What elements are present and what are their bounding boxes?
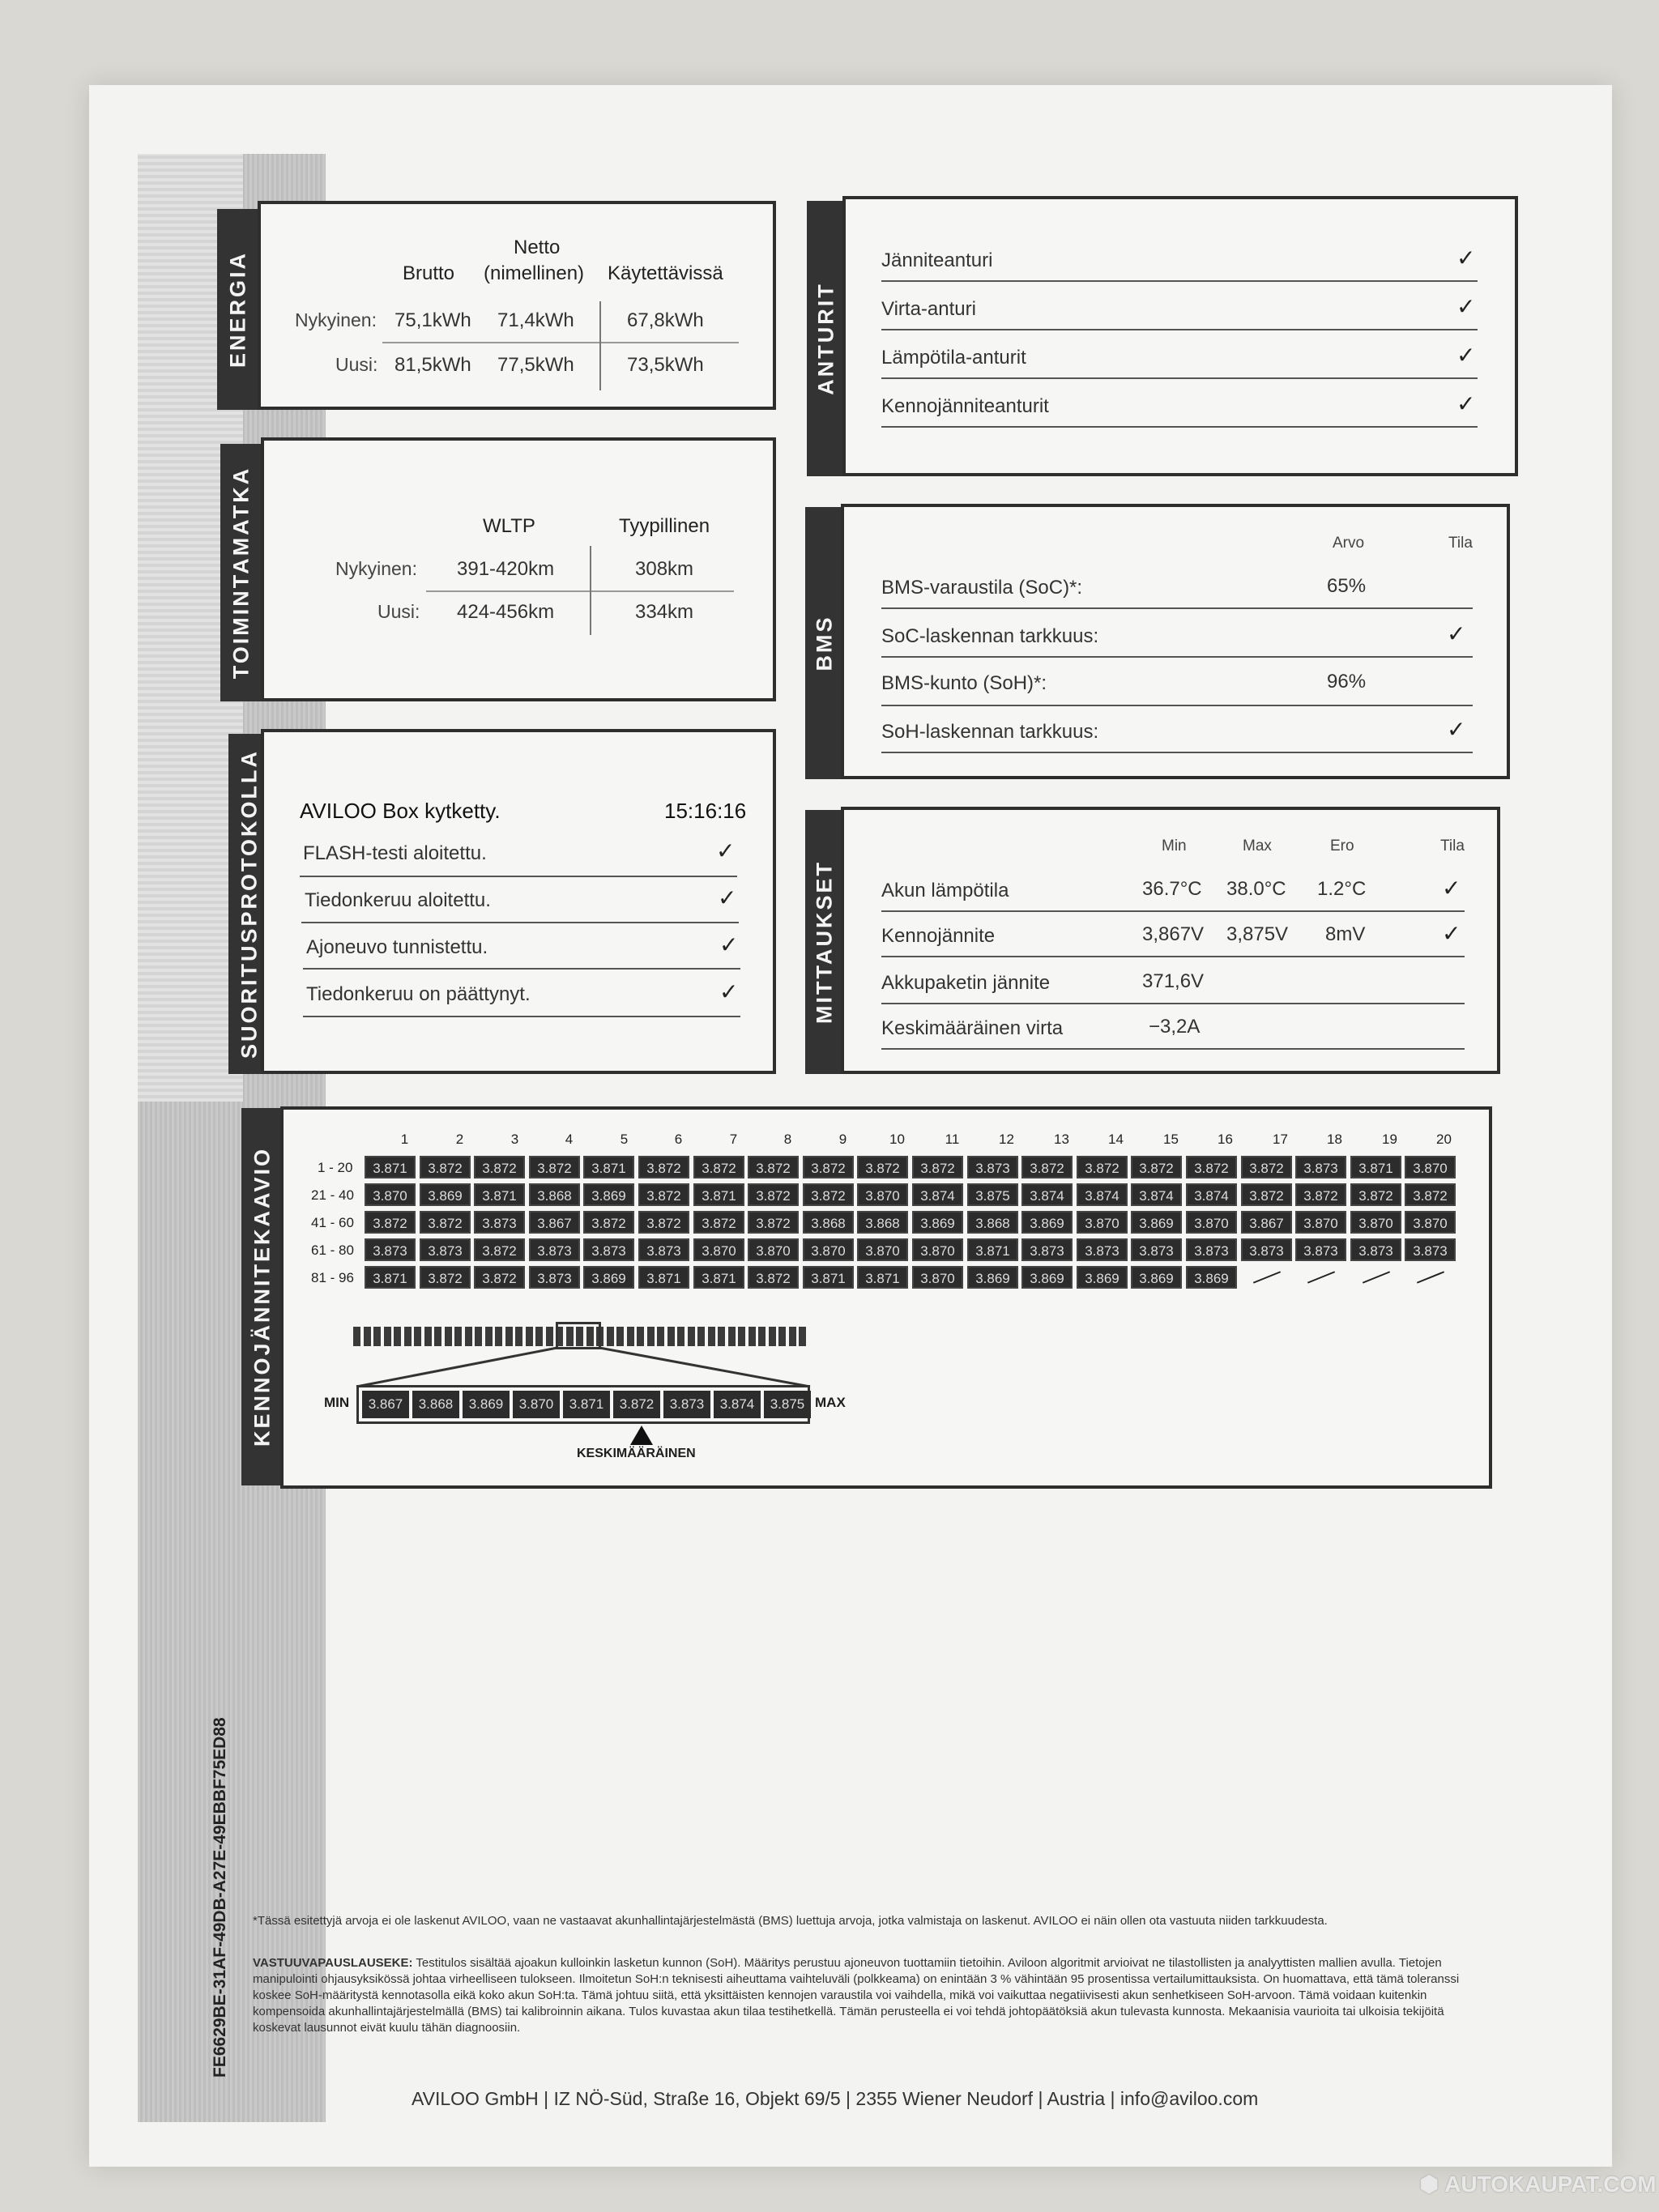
cell-voltage: 3.870 (857, 1238, 908, 1261)
cell-voltage: 3.872 (1350, 1183, 1401, 1206)
cell-voltage: 3.872 (365, 1211, 416, 1234)
sensor-divider (881, 426, 1478, 428)
protocol-divider (303, 1016, 740, 1017)
legend-min-label: MIN (324, 1395, 350, 1410)
check-icon: ✓ (1456, 391, 1476, 416)
cell-voltage: 3.872 (1241, 1156, 1292, 1178)
bms-row-label: SoH-laskennan tarkkuus: (881, 721, 1099, 743)
toimintamatka-panel (261, 437, 776, 701)
check-icon: ✓ (718, 885, 737, 910)
cell-voltage: 3.869 (1131, 1266, 1182, 1289)
scale-tick (748, 1327, 756, 1346)
cell-row-label: 21 - 40 (311, 1187, 354, 1203)
column-number: 13 (1054, 1132, 1069, 1147)
cell-voltage: 3.872 (474, 1156, 525, 1178)
cell-voltage: 3.870 (1405, 1156, 1456, 1178)
cell-voltage: 3.870 (912, 1238, 963, 1261)
empty-cell-slash (1350, 1266, 1401, 1289)
energia-value: 75,1kWh (394, 309, 471, 331)
scale-tick (708, 1327, 715, 1346)
toimintamatka-header-wltp: WLTP (483, 515, 535, 537)
cell-voltage: 3.873 (967, 1156, 1018, 1178)
toimintamatka-value: 391-420km (457, 558, 555, 580)
check-icon: ✓ (1456, 343, 1476, 368)
cell-voltage: 3.872 (1405, 1183, 1456, 1206)
cell-voltage: 3.872 (1295, 1183, 1346, 1206)
bms-divider (881, 607, 1473, 609)
cell-voltage: 3.872 (693, 1211, 744, 1234)
bms-row-label: SoC-laskennan tarkkuus: (881, 625, 1099, 647)
footer (412, 2088, 1258, 2110)
scale-tick (505, 1327, 513, 1346)
column-number: 5 (620, 1132, 629, 1147)
cell-voltage: 3.872 (1077, 1156, 1128, 1178)
sensor-divider (881, 280, 1478, 282)
column-number: 14 (1108, 1132, 1124, 1147)
cell-voltage: 3.872 (748, 1183, 799, 1206)
check-icon: ✓ (1447, 621, 1466, 646)
cell-voltage: 3.874 (912, 1183, 963, 1206)
anturit-panel (842, 196, 1518, 476)
cell-voltage: 3.872 (693, 1156, 744, 1178)
cell-voltage: 3.872 (803, 1156, 854, 1178)
cell-voltage: 3.867 (1241, 1211, 1292, 1234)
column-number: 12 (999, 1132, 1014, 1147)
scale-tick (667, 1327, 675, 1346)
cell-voltage: 3.872 (912, 1156, 963, 1178)
scale-tick (434, 1327, 441, 1346)
energia-header-brutto: Brutto (403, 262, 455, 284)
cell-voltage: 3.871 (803, 1266, 854, 1289)
measurement-divider (881, 910, 1465, 912)
scale-tick (758, 1327, 766, 1346)
empty-cell-slash (1405, 1266, 1456, 1289)
cell-row-label: 61 - 80 (311, 1242, 354, 1258)
energia-row-label: Uusi: (335, 354, 378, 375)
cell-voltage: 3.869 (967, 1266, 1018, 1289)
cell-voltage: 3.873 (1405, 1238, 1456, 1261)
scale-tick (799, 1327, 806, 1346)
mittaukset-header-tila: Tila (1440, 837, 1465, 855)
column-number: 2 (455, 1132, 464, 1147)
scale-tick (424, 1327, 432, 1346)
bms-row-label: BMS-kunto (SoH)*: (881, 672, 1047, 694)
cell-voltage: 3.873 (1186, 1238, 1237, 1261)
cell-voltage: 3.874 (1077, 1183, 1128, 1206)
cell-voltage: 3.873 (583, 1238, 634, 1261)
cell-voltage: 3.869 (1077, 1266, 1128, 1289)
footer-company: AVILOO GmbH (412, 2088, 539, 2109)
scale-tick (364, 1327, 371, 1346)
column-number: 19 (1382, 1132, 1397, 1147)
measurement-divider (881, 956, 1465, 957)
cell-voltage: 3.872 (1131, 1156, 1182, 1178)
disclaimer-text: Testitulos sisältää ajoakun kulloinkin lasketun kunnon (SoH). Määritys perustuu ajoneuvon tuottamiin tietoihin. Aviloon algoritmit arvioivat ne tilastollisten ja analyyttisten mallien avulla. Tietojen manipulointi ohjausyksikössä johtaa virheelliseen tulokseen. Ilmoitetun SoH:n teknisesti aiheuttama vaihteluväli (polkkeama) on enintään 3 % vähintään 95 prosentissa vertailumittauksista. On huomattava, että tämä toleranssi koskee SoH-määritystä kennotasolla eikä koko akun SoH:ta. Tämä johtuu siitä, että yksittäisten kennojen varaustila voi vaihdella, mikä voi vaikuttaa negatiivisesti akun senhetkiseen SoH-arvoon. Tämä voidaan kuitenkin kompensoida akunhallintajärjestelmällä (BMS) tai kalibroinnin aikana. Tulos kuvastaa akun tilaa testihetkellä. Tämän perusteella ei voi tehdä johtopäätöksiä akun tulevasta kunnosta. Mekaanisia vaurioita tai ulkoisia tekijöitä koskevat lausunnot eivät kuulu tähän diagnoosiin. (253, 1956, 1460, 2035)
toimintamatka-divider (426, 590, 734, 592)
cell-voltage: 3.872 (1241, 1183, 1292, 1206)
energia-panel (258, 201, 776, 410)
footer-country: Austria (1047, 2088, 1106, 2109)
sensor-divider (881, 377, 1478, 379)
cell-voltage: 3.871 (967, 1238, 1018, 1261)
scale-tick (546, 1327, 553, 1346)
sensor-item: Virta-anturi (881, 298, 976, 320)
legend-average-label: KESKIMÄÄRÄINEN (577, 1447, 696, 1460)
cell-voltage: 3.872 (1186, 1156, 1237, 1178)
cell-voltage: 3.871 (365, 1266, 416, 1289)
bms-divider (881, 752, 1473, 753)
legend-value: 3.873 (663, 1391, 710, 1418)
cell-voltage: 3.869 (1186, 1266, 1237, 1289)
scale-tick (778, 1327, 786, 1346)
cell-voltage: 3.873 (420, 1238, 471, 1261)
measurement-min: −3,2A (1149, 1016, 1201, 1038)
cell-voltage: 3.872 (748, 1211, 799, 1234)
measurement-label: Akun lämpötila (881, 880, 1009, 901)
energia-value: 71,4kWh (497, 309, 574, 331)
measurement-min: 36.7°C (1142, 878, 1202, 900)
zoom-lines (348, 1345, 826, 1390)
scale-tick (485, 1327, 493, 1346)
legend-value: 3.868 (412, 1391, 459, 1418)
watermark: ⬢ AUTOKAUPAT.COM (1419, 2172, 1657, 2197)
scale-tick (738, 1327, 745, 1346)
bms-divider (881, 705, 1473, 706)
mittaukset-header-min: Min (1162, 837, 1187, 855)
cell-voltage: 3.873 (474, 1211, 525, 1234)
scale-tick (535, 1327, 543, 1346)
check-icon: ✓ (716, 838, 736, 863)
scale-tick (616, 1327, 624, 1346)
scale-tick (607, 1327, 614, 1346)
cell-voltage: 3.873 (365, 1238, 416, 1261)
cell-voltage: 3.873 (1295, 1156, 1346, 1178)
toimintamatka-value: 308km (635, 558, 694, 580)
measurement-ero: 1.2°C (1317, 878, 1367, 900)
bms-tab: BMS (805, 507, 844, 779)
footer-address: IZ NÖ-Süd, Straße 16, Objekt 69/5 (553, 2088, 841, 2109)
cell-row-label: 81 - 96 (311, 1270, 354, 1285)
cell-voltage: 3.872 (638, 1183, 689, 1206)
cell-voltage: 3.873 (1295, 1238, 1346, 1261)
cell-voltage: 3.868 (857, 1211, 908, 1234)
cell-voltage: 3.872 (748, 1266, 799, 1289)
protocol-divider (300, 876, 737, 877)
sensor-divider (881, 329, 1478, 330)
cell-voltage: 3.872 (474, 1266, 525, 1289)
cell-voltage: 3.871 (693, 1266, 744, 1289)
protocol-time: 15:16:16 (664, 799, 747, 823)
legend-value: 3.875 (764, 1391, 811, 1418)
footer-separator: | (846, 2088, 856, 2109)
cell-voltage: 3.872 (1021, 1156, 1073, 1178)
scale-tick (515, 1327, 522, 1346)
cell-voltage: 3.869 (420, 1183, 471, 1206)
cell-voltage: 3.869 (912, 1211, 963, 1234)
column-number: 1 (400, 1132, 409, 1147)
energia-header-netto-sub: (nimellinen) (484, 262, 585, 284)
measurement-max: 3,875V (1226, 923, 1289, 945)
cell-voltage: 3.869 (1021, 1266, 1073, 1289)
scale-tick (789, 1327, 796, 1346)
protocol-item: Ajoneuvo tunnistettu. (306, 936, 488, 958)
cell-row-label: 41 - 60 (311, 1215, 354, 1230)
cell-voltage: 3.872 (803, 1183, 854, 1206)
cell-voltage: 3.873 (1021, 1238, 1073, 1261)
cell-voltage: 3.872 (638, 1156, 689, 1178)
cell-voltage: 3.873 (1131, 1238, 1182, 1261)
protocol-divider (301, 922, 739, 923)
sensor-item: Lämpötila-anturit (881, 347, 1026, 369)
measurement-label: Kennojännite (881, 925, 996, 947)
bms-panel (841, 504, 1510, 779)
cell-voltage: 3.868 (967, 1211, 1018, 1234)
footer-separator: | (544, 2088, 554, 2109)
scale-tick (475, 1327, 482, 1346)
energia-header-netto: Netto (514, 237, 561, 258)
cell-voltage: 3.872 (638, 1211, 689, 1234)
protocol-title: AVILOO Box kytketty. (300, 799, 501, 823)
check-icon: ✓ (719, 932, 739, 957)
protocol-item: FLASH-testi aloitettu. (303, 842, 487, 864)
scale-tick (414, 1327, 421, 1346)
suoritusprotokolla-tab: SUORITUSPROTOKOLLA (228, 734, 271, 1074)
column-number: 6 (674, 1132, 683, 1147)
check-icon: ✓ (1442, 921, 1461, 946)
legend-value: 3.874 (714, 1391, 761, 1418)
column-number: 20 (1436, 1132, 1452, 1147)
measurement-ero: 8mV (1325, 923, 1366, 945)
measurement-label: Akkupaketin jännite (881, 972, 1051, 994)
bms-row-label: BMS-varaustila (SoC)*: (881, 577, 1083, 599)
empty-cell-slash (1241, 1266, 1292, 1289)
protocol-item: Tiedonkeruu aloitettu. (305, 889, 491, 911)
scale-tick (637, 1327, 644, 1346)
legend-value: 3.870 (513, 1391, 560, 1418)
energia-col-divider (599, 301, 601, 390)
cell-voltage: 3.870 (365, 1183, 416, 1206)
measurement-min: 371,6V (1142, 970, 1205, 992)
cell-voltage: 3.870 (748, 1238, 799, 1261)
legend-scale (356, 1385, 810, 1424)
cell-voltage: 3.870 (803, 1238, 854, 1261)
scale-tick (526, 1327, 533, 1346)
measurement-max: 38.0°C (1226, 878, 1286, 900)
cell-voltage: 3.872 (583, 1211, 634, 1234)
toimintamatka-header-typpillinen: Tyypillinen (619, 515, 710, 537)
energia-header-kaytettavissa: Käytettävissä (608, 262, 723, 284)
cell-voltage: 3.874 (1021, 1183, 1073, 1206)
scale-tick (677, 1327, 684, 1346)
scale-tick (769, 1327, 776, 1346)
measurement-label: Keskimääräinen virta (881, 1017, 1064, 1039)
bms-header-tila: Tila (1448, 535, 1473, 552)
cell-voltage: 3.868 (529, 1183, 580, 1206)
check-icon: ✓ (1442, 876, 1461, 901)
cell-voltage: 3.872 (420, 1211, 471, 1234)
energia-value: 81,5kWh (394, 354, 471, 376)
column-number: 18 (1327, 1132, 1342, 1147)
column-number: 4 (565, 1132, 574, 1147)
cell-voltage: 3.871 (1350, 1156, 1401, 1178)
footer-separator: | (1110, 2088, 1120, 2109)
column-number: 3 (510, 1132, 519, 1147)
scale-tick (718, 1327, 725, 1346)
check-icon: ✓ (1456, 245, 1476, 271)
cell-voltage: 3.871 (857, 1266, 908, 1289)
cell-voltage: 3.871 (474, 1183, 525, 1206)
cell-voltage: 3.868 (803, 1211, 854, 1234)
cell-voltage: 3.871 (638, 1266, 689, 1289)
cell-voltage: 3.869 (1021, 1211, 1073, 1234)
column-number: 17 (1273, 1132, 1288, 1147)
toimintamatka-tab: TOIMINTAMATKA (220, 444, 262, 701)
cell-voltage: 3.870 (857, 1183, 908, 1206)
check-icon: ✓ (1447, 717, 1466, 742)
check-icon: ✓ (719, 979, 739, 1004)
watermark-logo-icon: ⬢ (1419, 2172, 1439, 2197)
cell-voltage: 3.870 (1295, 1211, 1346, 1234)
anturit-tab: ANTURIT (807, 201, 846, 476)
cell-voltage: 3.869 (583, 1266, 634, 1289)
column-number: 10 (889, 1132, 905, 1147)
column-number: 11 (945, 1132, 960, 1147)
legend-value: 3.871 (563, 1391, 610, 1418)
scale-tick (728, 1327, 736, 1346)
bms-header-arvo: Arvo (1333, 535, 1365, 552)
scale-tick (697, 1327, 705, 1346)
cell-voltage: 3.867 (529, 1211, 580, 1234)
cell-voltage: 3.872 (420, 1266, 471, 1289)
disclaimer (253, 1955, 1478, 2036)
footer-city: 2355 Wiener Neudorf (855, 2088, 1034, 2109)
scale-tick (454, 1327, 462, 1346)
legend-value: 3.867 (362, 1391, 409, 1418)
footer-email: info@aviloo.com (1120, 2088, 1259, 2109)
cell-voltage: 3.873 (638, 1238, 689, 1261)
cell-voltage: 3.873 (1077, 1238, 1128, 1261)
measurement-min: 3,867V (1142, 923, 1205, 945)
legend-max-label: MAX (815, 1395, 846, 1410)
cell-voltage: 3.873 (529, 1266, 580, 1289)
cell-voltage: 3.870 (1077, 1211, 1128, 1234)
cell-voltage: 3.872 (420, 1156, 471, 1178)
cell-voltage: 3.870 (693, 1238, 744, 1261)
cell-voltage: 3.873 (529, 1238, 580, 1261)
check-icon: ✓ (1456, 294, 1476, 319)
column-number: 8 (783, 1132, 792, 1147)
scale-tick (657, 1327, 664, 1346)
toimintamatka-row-label: Uusi: (377, 601, 420, 622)
scale-tick (627, 1327, 634, 1346)
protocol-divider (303, 968, 740, 970)
cell-voltage: 3.871 (583, 1156, 634, 1178)
cell-voltage: 3.869 (1131, 1211, 1182, 1234)
cell-voltage: 3.872 (529, 1156, 580, 1178)
bms-value: 65% (1327, 575, 1367, 597)
mittaukset-header-ero: Ero (1330, 837, 1354, 855)
scale-tick (495, 1327, 502, 1346)
cell-voltage: 3.875 (967, 1183, 1018, 1206)
average-arrow-icon (630, 1426, 653, 1445)
empty-cell-slash (1295, 1266, 1346, 1289)
scale-tick (384, 1327, 391, 1346)
scale-tick (445, 1327, 452, 1346)
energia-tab: ENERGIA (217, 209, 259, 410)
scale-tick (688, 1327, 695, 1346)
scale-tick (647, 1327, 655, 1346)
measurement-divider (881, 1048, 1465, 1050)
cell-voltage: 3.870 (912, 1266, 963, 1289)
cell-voltage: 3.871 (365, 1156, 416, 1178)
energia-value: 67,8kWh (627, 309, 704, 331)
suoritusprotokolla-panel (261, 729, 776, 1074)
column-number: 7 (729, 1132, 738, 1147)
cell-voltage: 3.870 (1350, 1211, 1401, 1234)
legend-value: 3.872 (613, 1391, 660, 1418)
cell-voltage: 3.874 (1186, 1183, 1237, 1206)
cell-voltage: 3.870 (1186, 1211, 1237, 1234)
legend-value: 3.869 (463, 1391, 510, 1418)
mittaukset-header-max: Max (1243, 837, 1272, 855)
cell-voltage: 3.872 (474, 1238, 525, 1261)
sensor-item: Jänniteanturi (881, 249, 993, 271)
cell-voltage: 3.872 (857, 1156, 908, 1178)
toimintamatka-value: 424-456km (457, 601, 555, 623)
energia-divider (382, 342, 739, 343)
toimintamatka-col-divider (590, 546, 591, 635)
energia-value: 73,5kWh (627, 354, 704, 376)
scale-tick (353, 1327, 360, 1346)
mittaukset-tab: MITTAUKSET (805, 810, 844, 1074)
sensor-item: Kennojänniteanturit (881, 395, 1049, 417)
column-number: 16 (1218, 1132, 1233, 1147)
column-number: 15 (1163, 1132, 1179, 1147)
toimintamatka-row-label: Nykyinen: (335, 558, 417, 579)
bms-value: 96% (1327, 671, 1367, 693)
cell-voltage: 3.873 (1241, 1238, 1292, 1261)
disclaimer-title: VASTUUVAPAUSLAUSEKE: (253, 1956, 413, 1970)
mittaukset-panel (841, 807, 1500, 1074)
protocol-item: Tiedonkeruu on päättynyt. (306, 983, 531, 1005)
scale-tick (373, 1327, 381, 1346)
cell-voltage: 3.870 (1405, 1211, 1456, 1234)
column-number: 9 (838, 1132, 847, 1147)
cell-voltage: 3.871 (693, 1183, 744, 1206)
kennojannitekaavio-tab: KENNOJÄNNITEKAAVIO (241, 1108, 284, 1485)
measurement-divider (881, 1003, 1465, 1004)
scale-tick (404, 1327, 412, 1346)
cell-voltage: 3.869 (583, 1183, 634, 1206)
energia-value: 77,5kWh (497, 354, 574, 376)
cell-row-label: 1 - 20 (318, 1160, 353, 1175)
footer-separator: | (1038, 2088, 1047, 2109)
scale-tick (394, 1327, 401, 1346)
cell-voltage: 3.872 (748, 1156, 799, 1178)
asterisk-note: *Tässä esitettyjä arvoja ei ole laskenut AVILOO, vaan ne vastaavat akunhallintajärjestelmästä (BMS) luettuja arvoja, jotka valmistaja on laskenut. AVILOO ei näin ollen ota vastuuta niiden tarkkuudesta. (253, 1914, 1328, 1928)
cell-voltage: 3.873 (1350, 1238, 1401, 1261)
bms-divider (881, 656, 1473, 658)
toimintamatka-value: 334km (635, 601, 694, 623)
cell-voltage: 3.874 (1131, 1183, 1182, 1206)
energia-row-label: Nykyinen: (295, 309, 377, 330)
scale-tick (465, 1327, 472, 1346)
